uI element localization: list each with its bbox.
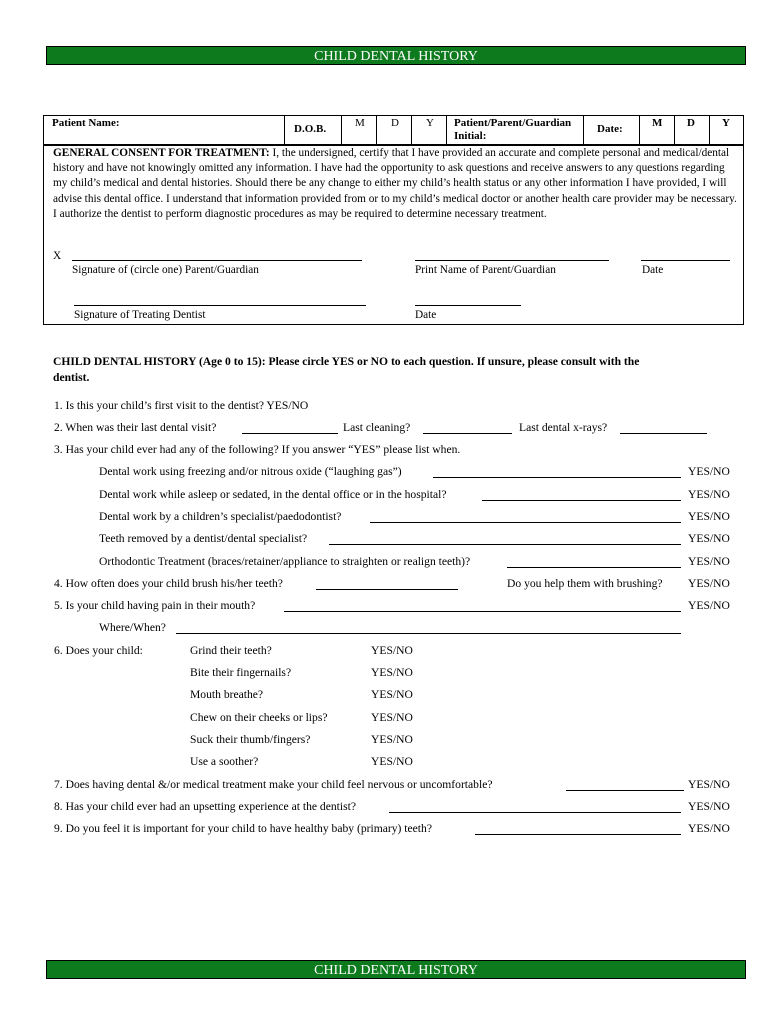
question-8: 8. Has your child ever had an upsetting experience at the dentist? bbox=[54, 800, 356, 813]
dob-year-field[interactable] bbox=[411, 115, 447, 145]
yes-no-option[interactable]: YES/NO bbox=[371, 688, 413, 701]
dob-label: D.O.B. bbox=[294, 123, 327, 135]
dob-field bbox=[284, 115, 342, 145]
q3-item-line[interactable] bbox=[507, 567, 681, 568]
date-day-field[interactable] bbox=[674, 115, 710, 145]
initial-label-line2: Initial: bbox=[454, 130, 487, 142]
yes-no-option[interactable]: YES/NO bbox=[688, 510, 730, 523]
yes-no-option[interactable]: YES/NO bbox=[371, 755, 413, 768]
q6-item: Use a soother? bbox=[190, 755, 259, 768]
question-1: 1. Is this your child’s first visit to the dentist? YES/NO bbox=[54, 399, 309, 412]
print-name-label: Print Name of Parent/Guardian bbox=[415, 264, 556, 276]
date-line-1[interactable] bbox=[641, 260, 730, 261]
yes-no-option[interactable]: YES/NO bbox=[688, 822, 730, 835]
yes-no-option[interactable]: YES/NO bbox=[688, 555, 730, 568]
consent-heading: GENERAL CONSENT FOR TREATMENT: bbox=[53, 147, 270, 159]
q3-item: Orthodontic Treatment (braces/retainer/appliance to straighten or realign teeth)? bbox=[99, 555, 471, 568]
dob-year-label: Y bbox=[426, 117, 434, 129]
date-day-label: D bbox=[687, 117, 695, 129]
question-6: 6. Does your child: bbox=[54, 644, 143, 657]
dob-day-label: D bbox=[391, 117, 399, 129]
q3-item: Dental work using freezing and/or nitrous oxide (“laughing gas”) bbox=[99, 465, 402, 478]
last-xrays-label: Last dental x-rays? bbox=[519, 421, 608, 434]
patient-name-field[interactable] bbox=[43, 115, 285, 145]
dentist-signature-line[interactable] bbox=[74, 305, 366, 306]
q6-item: Bite their fingernails? bbox=[190, 666, 292, 679]
q8-line[interactable] bbox=[389, 812, 681, 813]
yes-no-option[interactable]: YES/NO bbox=[688, 532, 730, 545]
where-when-label: Where/When? bbox=[99, 621, 166, 634]
date-month-field[interactable] bbox=[639, 115, 675, 145]
yes-no-option[interactable]: YES/NO bbox=[371, 666, 413, 679]
consent-text: I, the undersigned, certify that I have provided an accurate and complete personal and medical/dental history and have not knowingly omitted any information. I have had the opportunity to ask questions and receive answers to any questions regarding my child’s medical and dental histories. Should there be any change to either my child’s health status or any other information I have provided, I will advise this dental office. I understand that information provided from or to my child’s medical doctor or another health care provider may be necessary. I authorize the dentist to perform diagnostic procedures as may be required to determine necessary treatment. bbox=[53, 147, 737, 220]
brushing-frequency-line[interactable] bbox=[316, 589, 458, 590]
last-xrays-line[interactable] bbox=[620, 433, 707, 434]
question-2: 2. When was their last dental visit? bbox=[54, 421, 217, 434]
consent-paragraph bbox=[53, 146, 741, 222]
yes-no-option[interactable]: YES/NO bbox=[371, 733, 413, 746]
where-when-line[interactable] bbox=[176, 633, 681, 634]
initial-field[interactable] bbox=[446, 115, 584, 145]
dob-month-label: M bbox=[355, 117, 365, 129]
last-cleaning-label: Last cleaning? bbox=[343, 421, 411, 434]
q3-item-line[interactable] bbox=[329, 544, 681, 545]
yes-no-option[interactable]: YES/NO bbox=[688, 778, 730, 791]
dob-month-field[interactable] bbox=[341, 115, 377, 145]
q6-item: Mouth breathe? bbox=[190, 688, 264, 701]
x-mark: X bbox=[53, 250, 62, 262]
print-name-line[interactable] bbox=[415, 260, 609, 261]
question-9: 9. Do you feel it is important for your child to have healthy baby (primary) teeth? bbox=[54, 822, 432, 835]
yes-no-option[interactable]: YES/NO bbox=[371, 644, 413, 657]
q3-item-line[interactable] bbox=[433, 477, 681, 478]
q3-item-line[interactable] bbox=[482, 500, 681, 501]
date-line-2[interactable] bbox=[415, 305, 521, 306]
patient-name-label: Patient Name: bbox=[52, 117, 120, 129]
dob-day-field[interactable] bbox=[376, 115, 412, 145]
yes-no-option[interactable]: YES/NO bbox=[371, 711, 413, 724]
yes-no-option[interactable]: YES/NO bbox=[688, 488, 730, 501]
date-year-field[interactable] bbox=[709, 115, 744, 145]
question-5: 5. Is your child having pain in their mouth? bbox=[54, 599, 256, 612]
date-label: Date: bbox=[597, 123, 623, 135]
parent-signature-label: Signature of (circle one) Parent/Guardian bbox=[72, 264, 259, 276]
date-label-1: Date bbox=[642, 264, 664, 276]
q3-item: Teeth removed by a dentist/dental specialist? bbox=[99, 532, 308, 545]
q3-item: Dental work by a children’s specialist/paedodontist? bbox=[99, 510, 342, 523]
history-intro-line2: dentist. bbox=[53, 371, 90, 384]
history-intro-line1: CHILD DENTAL HISTORY (Age 0 to 15): Please circle YES or NO to each question. If unsure, please consult with the bbox=[53, 355, 640, 368]
date-month-label: M bbox=[652, 117, 663, 129]
title-banner: CHILD DENTAL HISTORY bbox=[46, 46, 746, 65]
q3-item: Dental work while asleep or sedated, in the dental office or in the hospital? bbox=[99, 488, 447, 501]
yes-no-option[interactable]: YES/NO bbox=[688, 800, 730, 813]
q6-item: Grind their teeth? bbox=[190, 644, 272, 657]
q9-line[interactable] bbox=[475, 834, 681, 835]
question-4: 4. How often does your child brush his/her teeth? bbox=[54, 577, 283, 590]
q6-item: Suck their thumb/fingers? bbox=[190, 733, 311, 746]
yes-no-option[interactable]: YES/NO bbox=[688, 599, 730, 612]
question-3: 3. Has your child ever had any of the following? If you answer “YES” please list when. bbox=[54, 443, 461, 456]
q3-item-line[interactable] bbox=[370, 522, 681, 523]
dentist-signature-label: Signature of Treating Dentist bbox=[74, 309, 206, 321]
help-brushing-label: Do you help them with brushing? bbox=[507, 577, 663, 590]
parent-signature-line[interactable] bbox=[72, 260, 362, 261]
initial-label-line1: Patient/Parent/Guardian bbox=[454, 117, 572, 129]
yes-no-option[interactable]: YES/NO bbox=[688, 465, 730, 478]
date-field bbox=[583, 115, 640, 145]
yes-no-option[interactable]: YES/NO bbox=[688, 577, 730, 590]
footer-banner: CHILD DENTAL HISTORY bbox=[46, 960, 746, 979]
date-label-2: Date bbox=[415, 309, 437, 321]
last-cleaning-line[interactable] bbox=[423, 433, 512, 434]
date-year-label: Y bbox=[722, 117, 730, 129]
question-7: 7. Does having dental &/or medical treatment make your child feel nervous or uncomfortable? bbox=[54, 778, 493, 791]
last-visit-line[interactable] bbox=[242, 433, 338, 434]
q7-line[interactable] bbox=[566, 790, 684, 791]
pain-line[interactable] bbox=[284, 611, 681, 612]
q6-item: Chew on their cheeks or lips? bbox=[190, 711, 328, 724]
